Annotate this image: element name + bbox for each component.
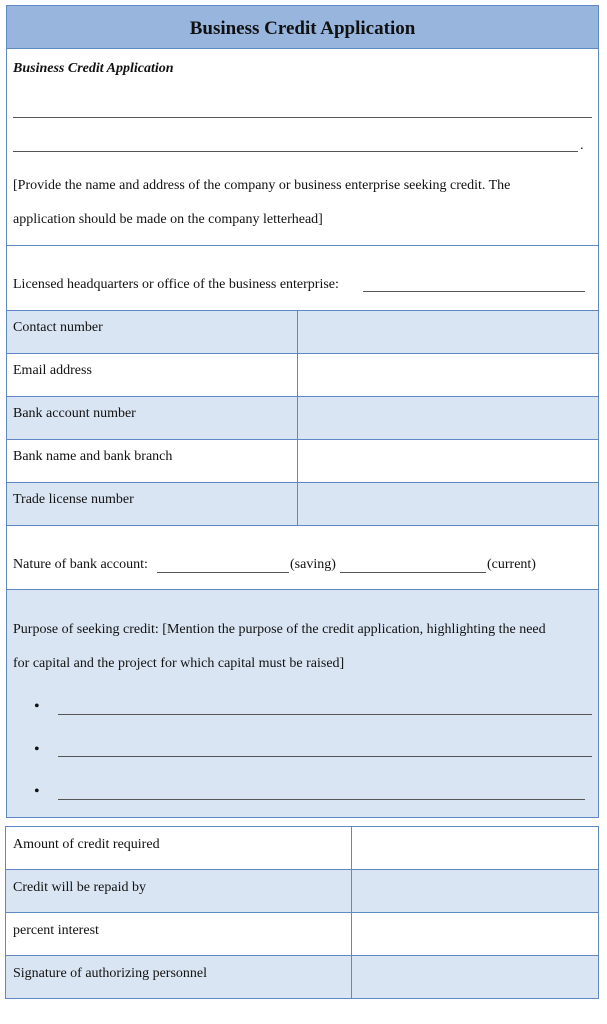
bullet-icon: •: [34, 783, 40, 800]
purpose-line-2-field[interactable]: [58, 756, 592, 757]
bank-account-number-label: Bank account number: [13, 406, 136, 421]
divider: [7, 245, 598, 246]
bullet-icon: •: [34, 698, 40, 715]
email-address-label: Email address: [13, 363, 92, 378]
signature-label: Signature of authorizing personnel: [13, 966, 208, 981]
signature-field[interactable]: [353, 957, 597, 997]
repaid-by-field[interactable]: [353, 871, 597, 911]
company-address-line[interactable]: [13, 151, 578, 152]
company-name-line[interactable]: [13, 117, 592, 118]
current-line[interactable]: [340, 572, 486, 573]
headquarters-label: Licensed headquarters or office of the business enterprise:: [13, 277, 339, 292]
intro-heading: Business Credit Application: [13, 61, 174, 76]
table-column-divider: [297, 311, 298, 525]
trade-license-label: Trade license number: [13, 492, 134, 507]
intro-instruction-line2: application should be made on the company letterhead]: [13, 212, 323, 227]
divider: [7, 525, 598, 526]
percent-interest-label: percent interest: [13, 923, 99, 938]
email-address-field[interactable]: [299, 355, 597, 395]
purpose-line-3-field[interactable]: [58, 799, 585, 800]
table-column-divider: [351, 827, 352, 998]
purpose-line1: Purpose of seeking credit: [Mention the purpose of the credit application, highlighting the need: [13, 622, 546, 637]
address-end-mark: .: [580, 138, 584, 153]
saving-line[interactable]: [157, 572, 289, 573]
repaid-by-label: Credit will be repaid by: [13, 880, 146, 895]
document-title: Business Credit Application: [189, 18, 416, 39]
form-main-frame: [6, 48, 599, 818]
bank-account-number-field[interactable]: [299, 398, 597, 438]
amount-credit-field[interactable]: [353, 828, 597, 868]
current-option: (current): [487, 557, 536, 572]
headquarters-line[interactable]: [363, 291, 585, 292]
title-bar: [6, 5, 599, 49]
bullet-icon: •: [34, 741, 40, 758]
percent-interest-field[interactable]: [353, 914, 597, 954]
purpose-section: [7, 590, 598, 817]
purpose-line2: for capital and the project for which capital must be raised]: [13, 656, 345, 671]
saving-option: (saving): [290, 557, 336, 572]
trade-license-field[interactable]: [299, 484, 597, 524]
bank-account-nature-label: Nature of bank account:: [13, 557, 148, 572]
bank-name-branch-field[interactable]: [299, 441, 597, 481]
credit-table: [5, 826, 599, 999]
purpose-line-1-field[interactable]: [58, 714, 592, 715]
contact-number-label: Contact number: [13, 320, 103, 335]
contact-number-field[interactable]: [299, 312, 597, 352]
bank-name-branch-label: Bank name and bank branch: [13, 449, 173, 464]
intro-instruction-line1: [Provide the name and address of the company or business enterprise seeking credit. The: [13, 178, 511, 193]
amount-credit-label: Amount of credit required: [13, 837, 160, 852]
